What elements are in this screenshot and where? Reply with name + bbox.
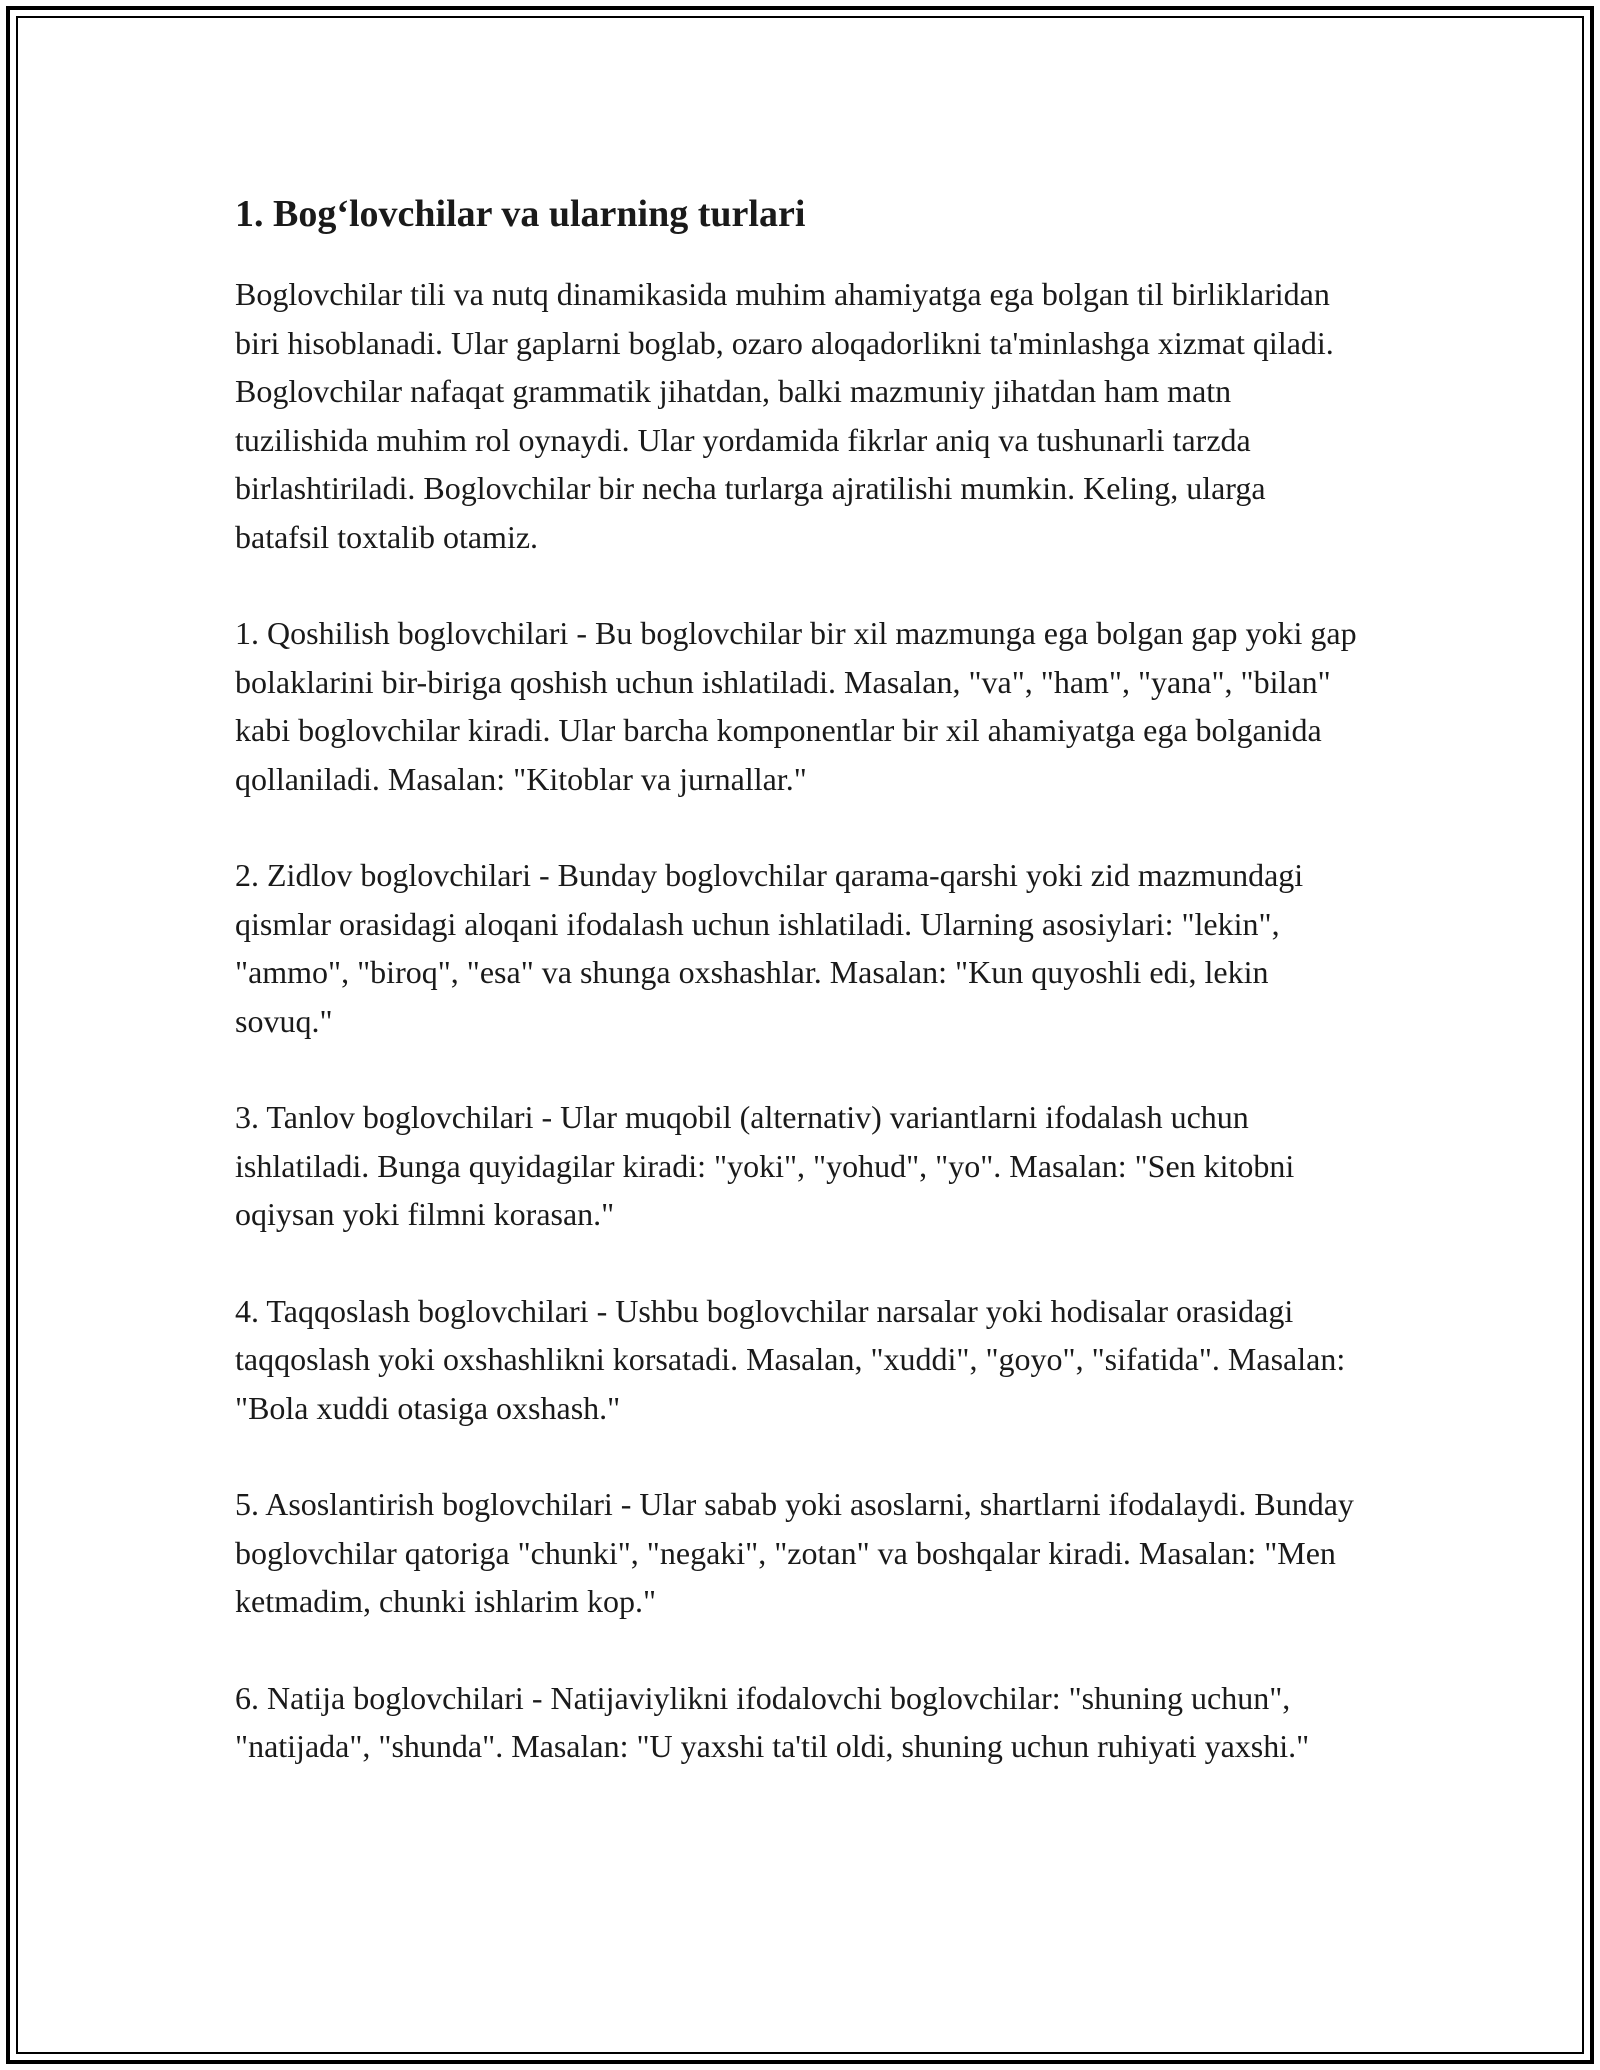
paragraph-conjunction-type-5: 5. Asoslantirish boglovchilari - Ular sabab yoki asoslarni, shartlarni ifodalaydi. Bunday boglovchilar qatoriga "chunki", "negaki", "zotan" va boshqalar kiradi. Masalan: "Men ketmadim, chunki ishlarim kop." xyxy=(235,1486,1354,1619)
paragraph-conjunction-type-4: 4. Taqqoslash boglovchilari - Ushbu boglovchilar narsalar yoki hodisalar orasidagi taqqoslash yoki oxshashlikni korsatadi. Masalan, "xuddi", "goyo", "sifatida". Masalan: "Bola xuddi otasiga oxshash." xyxy=(235,1292,1346,1426)
paragraph-conjunction-type-2: 2. Zidlov boglovchilari - Bunday boglovchilar qarama-qarshi yoki zid mazmundagi qismlar orasidagi aloqani ifodalash uchun ishlatiladi. Ularning asosiylari: "lekin", "ammo", "biroq", "esa" va shunga oxshashlar. Masalan: "Kun quyoshli edi, lekin sovuq." xyxy=(235,857,1304,1039)
section-heading: 1. Bog‘lovchilar va ularning turlari xyxy=(235,193,806,235)
paragraph-conjunction-type-3: 3. Tanlov boglovchilari - Ular muqobil (alternativ) variantlarni ifodalash uchun ishlatiladi. Bunga quyidagilar kiradi: "yoki", "yohud", "yo". Masalan: "Sen kitobni oqiysan yoki filmni korasan." xyxy=(235,1099,1295,1232)
paragraph-intro: Boglovchilar tili va nutq dinamikasida muhim ahamiyatga ega bolgan til birliklaridan biri hisoblanadi. Ular gaplarni boglab, ozaro aloqadorlikni ta'minlashga xizmat qiladi. Boglovchilar nafaqat grammatik jihatdan, balki mazmuniy jihatdan ham matn tuzilishida muhim rol oynaydi. Ular yordamida fikrlar aniq va tushunarli tarzda birlashtiriladi. Boglovchilar bir necha turlarga ajratilishi mumkin. Keling, ularga batafsil toxtalib otamiz. xyxy=(235,276,1334,555)
paragraph-conjunction-type-6: 6. Natija boglovchilari - Natijaviylikni ifodalovchi boglovchilar: "shuning uchun", "natijada", "shunda". Masalan: "U yaxshi ta'til oldi, shuning uchun ruhiyati yaxshi." xyxy=(235,1679,1310,1764)
paragraph-conjunction-type-1: 1. Qoshilish boglovchilari - Bu boglovchilar bir xil mazmunga ega bolgan gap yoki gap bolaklarini bir-biriga qoshish uchun ishlatiladi. Masalan, "va", "ham", "yana", "bilan" kabi boglovchilar kiradi. Ular barcha komponentlar bir xil ahamiyatga ega bolganida qollaniladi. Masalan: "Kitoblar va jurnallar." xyxy=(235,615,1357,797)
document-body xyxy=(235,188,1365,1819)
